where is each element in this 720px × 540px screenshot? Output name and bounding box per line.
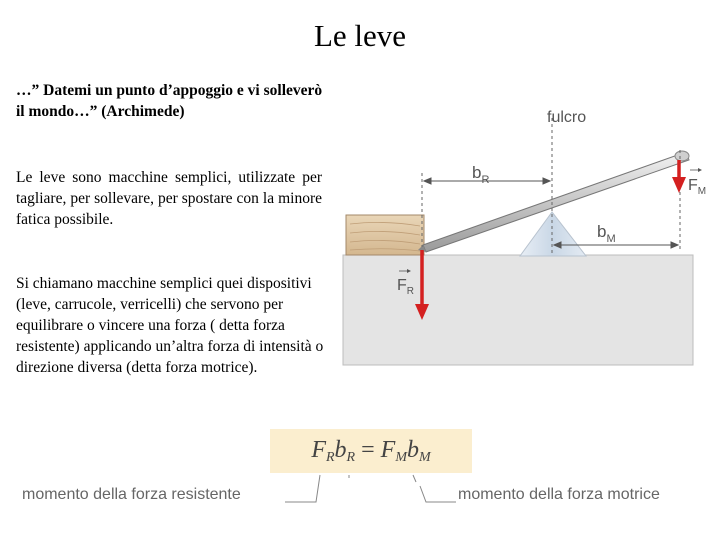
force-fm-label: [688, 168, 706, 197]
paragraph-definition: Le leve sono macchine semplici, utilizzate per tagliare, per sollevare, per spostare con la minore fatica possibile.: [16, 169, 322, 228]
fulcrum-prism: [520, 212, 586, 256]
moment-equation: $F_Rb_R = F_Mb_M$: [311, 437, 431, 465]
archimedes-quote: …” Datemi un punto d’appoggio e vi solleverò il mondo…” (Archimede): [16, 82, 323, 120]
arm-bm-label: $b_M$: [597, 222, 616, 245]
caption-connectors: [285, 475, 456, 502]
svg-text:FM: $F_M$: [688, 177, 707, 197]
caption-motive-moment: momento della forza motrice: [458, 486, 660, 503]
fulcrum-label: fulcro: [547, 109, 587, 126]
wooden-load: [346, 215, 424, 255]
caption-resistant-moment: momento della forza resistente: [22, 486, 241, 503]
arm-br-label: $b_R$: [472, 163, 490, 186]
paragraph-simple-machines: Si chiamano macchine semplici quei dispositivi (leve, carrucole, verricelli) che servono per equilibrare o vincere una forza ( detta forza resistente) applicando un’altra forza di intensità o direzione diversa (detta forza motrice).: [16, 275, 324, 376]
svg-text:FR: $F_R$: [397, 277, 415, 297]
ground-block: [343, 255, 693, 365]
page-title: Le leve: [313, 18, 407, 53]
